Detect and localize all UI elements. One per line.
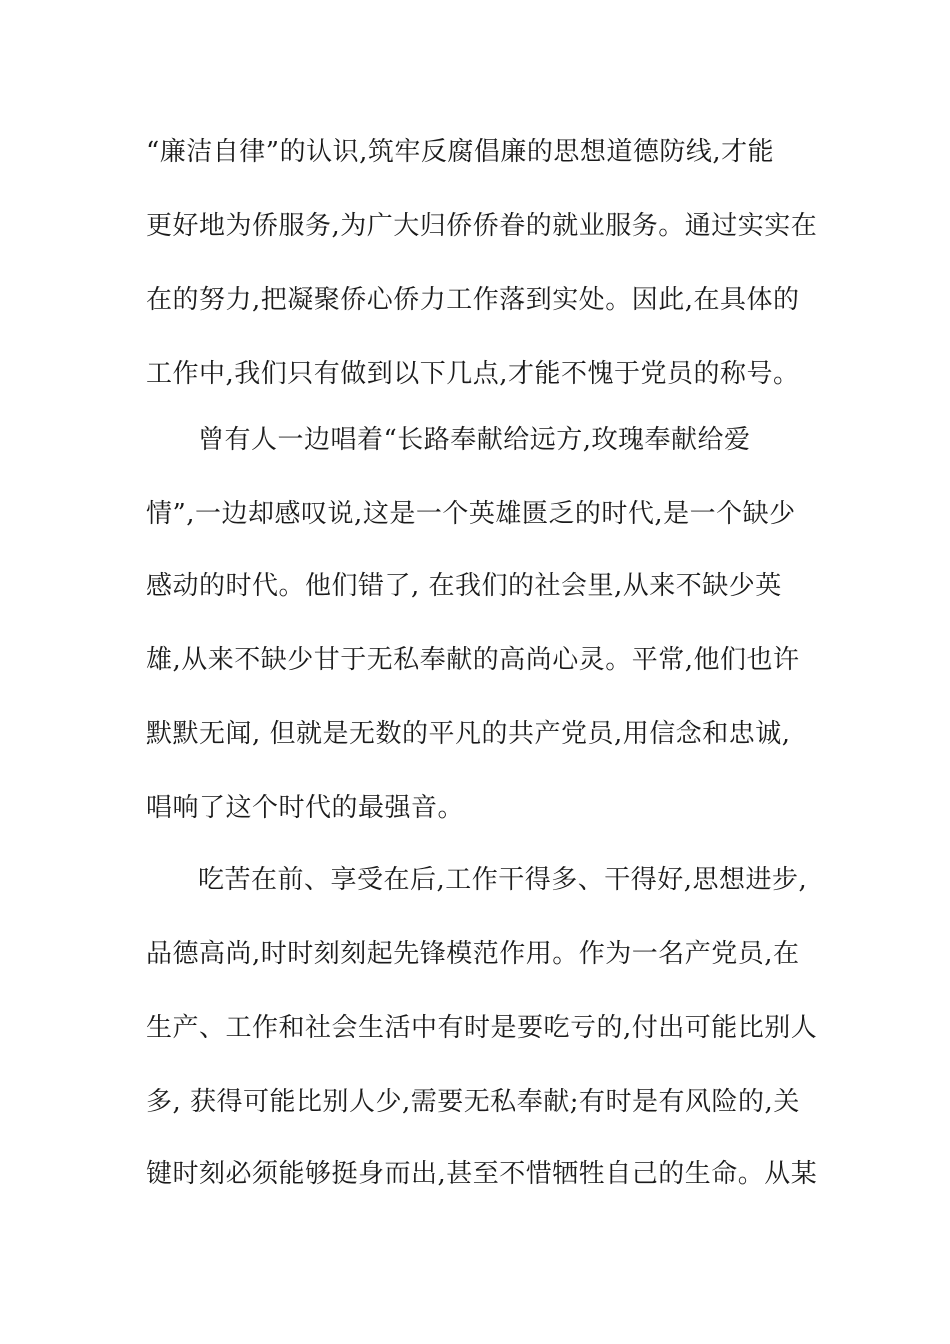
text-line-6: 情”,一边却感叹说,这是一个英雄匮乏的时代,是一个缺少 (146, 499, 796, 529)
text-line-14: 多, 获得可能比别人少,需要无私奉献;有时是有风险的,关 (146, 1087, 800, 1117)
text-line-7: 感动的时代。他们错了, 在我们的社会里,从来不缺少英 (146, 571, 782, 601)
text-line-2: 更好地为侨服务,为广大归侨侨眷的就业服务。通过实实在 (146, 211, 818, 241)
text-line-15: 键时刻必须能够挺身而出,甚至不惜牺牲自己的生命。从某 (146, 1159, 818, 1189)
text-line-4: 工作中,我们只有做到以下几点,才能不愧于党员的称号。 (146, 359, 800, 389)
text-line-9: 默默无闻, 但就是无数的平凡的共产党员,用信念和忠诚, (146, 719, 791, 749)
text-line-8: 雄,从来不缺少甘于无私奉献的高尚心灵。平常,他们也许 (146, 645, 800, 675)
paragraph-start-line-5: 曾有人一边唱着“长路奉献给远方,玫瑰奉献给爱 (198, 425, 751, 455)
text-line-10: 唱响了这个时代的最强音。 (146, 793, 465, 823)
text-line-1: “廉洁自律”的认识,筑牢反腐倡廉的思想道德防线,才能 (146, 137, 775, 167)
text-line-12: 品德高尚,时时刻刻起先锋模范作用。作为一名产党员,在 (146, 939, 800, 969)
text-line-3: 在的努力,把凝聚侨心侨力工作落到实处。因此,在具体的 (146, 285, 800, 315)
paragraph-start-line-11: 吃苦在前、享受在后,工作干得多、干得好,思想进步, (198, 865, 808, 895)
text-line-13: 生产、工作和社会生活中有时是要吃亏的,付出可能比别人 (146, 1013, 818, 1043)
